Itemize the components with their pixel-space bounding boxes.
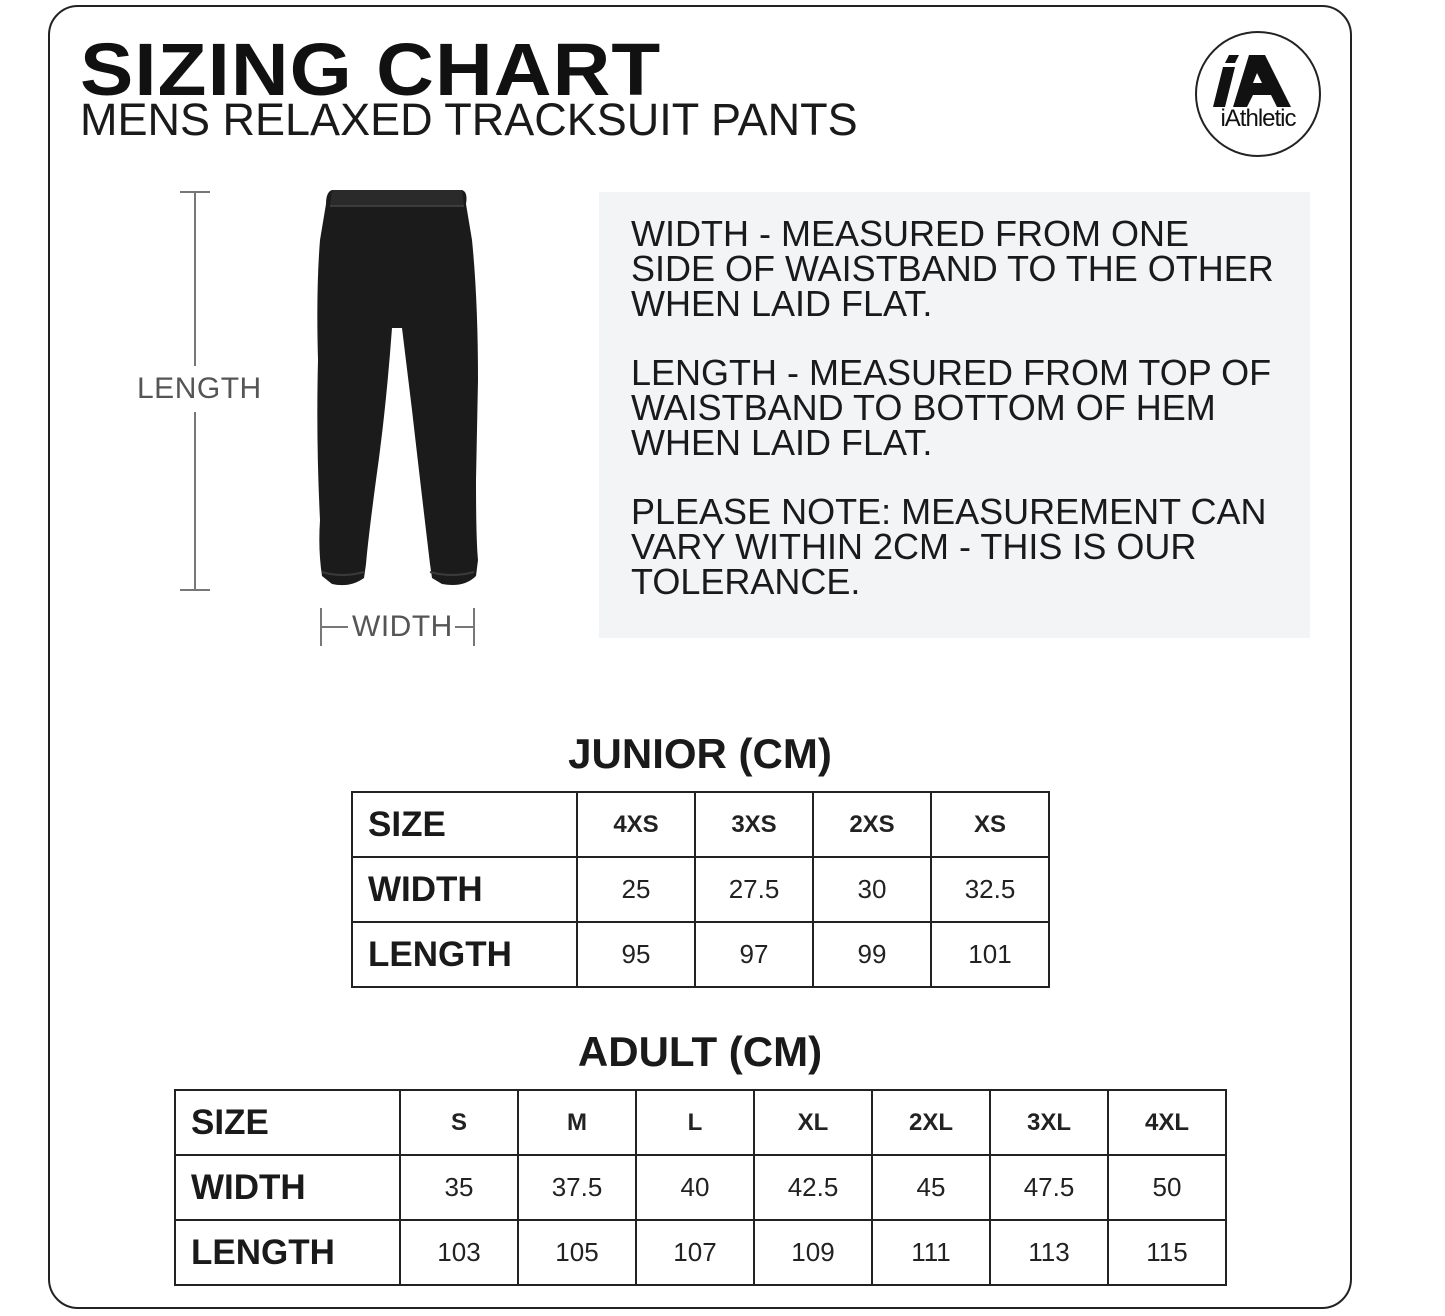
logo-wordmark: iAthletic bbox=[1220, 105, 1296, 132]
junior-size-row bbox=[352, 792, 1049, 857]
length-cell: 95 bbox=[577, 922, 695, 987]
measurement-diagram bbox=[120, 180, 520, 660]
length-cell: 101 bbox=[931, 922, 1049, 987]
size-cell: 3XL bbox=[990, 1090, 1108, 1155]
size-cell: 3XS bbox=[695, 792, 813, 857]
row-header: WIDTH bbox=[352, 857, 577, 922]
length-cell: 99 bbox=[813, 922, 931, 987]
length-cell: 109 bbox=[754, 1220, 872, 1285]
length-note: LENGTH - MEASURED FROM TOP OF WAISTBAND TO BOTTOM OF HEM WHEN LAID FLAT. bbox=[631, 352, 1272, 463]
width-cell: 25 bbox=[577, 857, 695, 922]
length-cell: 103 bbox=[400, 1220, 518, 1285]
width-cell: 45 bbox=[872, 1155, 990, 1220]
length-label: LENGTH bbox=[137, 372, 262, 405]
width-cell: 40 bbox=[636, 1155, 754, 1220]
width-cell: 27.5 bbox=[695, 857, 813, 922]
width-label: WIDTH bbox=[352, 610, 453, 643]
size-cell: 4XL bbox=[1108, 1090, 1226, 1155]
width-cell: 32.5 bbox=[931, 857, 1049, 922]
row-header: LENGTH bbox=[175, 1220, 400, 1285]
junior-width-row bbox=[352, 857, 1049, 922]
row-header: LENGTH bbox=[352, 922, 577, 987]
tolerance-note: PLEASE NOTE: MEASUREMENT CAN VARY WITHIN 2CM - THIS IS OUR TOLERANCE. bbox=[631, 491, 1267, 602]
size-cell: XL bbox=[754, 1090, 872, 1155]
size-cell: S bbox=[400, 1090, 518, 1155]
size-cell: 2XS bbox=[813, 792, 931, 857]
adult-size-row bbox=[175, 1090, 1226, 1155]
length-cell: 97 bbox=[695, 922, 813, 987]
width-cell: 37.5 bbox=[518, 1155, 636, 1220]
logo-mark-icon bbox=[1197, 33, 1319, 155]
adult-width-row bbox=[175, 1155, 1226, 1220]
size-cell: XS bbox=[931, 792, 1049, 857]
tracksuit-pants-icon bbox=[317, 190, 478, 585]
adult-size-table bbox=[174, 1089, 1227, 1286]
page-title: SIZING CHART bbox=[80, 28, 662, 111]
length-cell: 115 bbox=[1108, 1220, 1226, 1285]
junior-table-title: JUNIOR (CM) bbox=[568, 730, 832, 777]
width-cell: 30 bbox=[813, 857, 931, 922]
size-cell: 2XL bbox=[872, 1090, 990, 1155]
row-header: SIZE bbox=[175, 1090, 400, 1155]
length-cell: 111 bbox=[872, 1220, 990, 1285]
row-header: SIZE bbox=[352, 792, 577, 857]
adult-length-row bbox=[175, 1220, 1226, 1285]
width-cell: 50 bbox=[1108, 1155, 1226, 1220]
width-cell: 42.5 bbox=[754, 1155, 872, 1220]
width-cell: 35 bbox=[400, 1155, 518, 1220]
junior-length-row bbox=[352, 922, 1049, 987]
size-cell: L bbox=[636, 1090, 754, 1155]
size-cell: 4XS bbox=[577, 792, 695, 857]
page-subtitle: MENS RELAXED TRACKSUIT PANTS bbox=[80, 94, 858, 145]
size-cell: M bbox=[518, 1090, 636, 1155]
iathletic-logo bbox=[1195, 31, 1321, 157]
length-cell: 113 bbox=[990, 1220, 1108, 1285]
adult-table-title: ADULT (CM) bbox=[577, 1028, 823, 1075]
length-cell: 105 bbox=[518, 1220, 636, 1285]
row-header: WIDTH bbox=[175, 1155, 400, 1220]
width-cell: 47.5 bbox=[990, 1155, 1108, 1220]
junior-size-table bbox=[351, 791, 1050, 988]
width-note: WIDTH - MEASURED FROM ONE SIDE OF WAISTBAND TO THE OTHER WHEN LAID FLAT. bbox=[631, 213, 1274, 324]
length-cell: 107 bbox=[636, 1220, 754, 1285]
measurement-notes bbox=[599, 192, 1310, 638]
